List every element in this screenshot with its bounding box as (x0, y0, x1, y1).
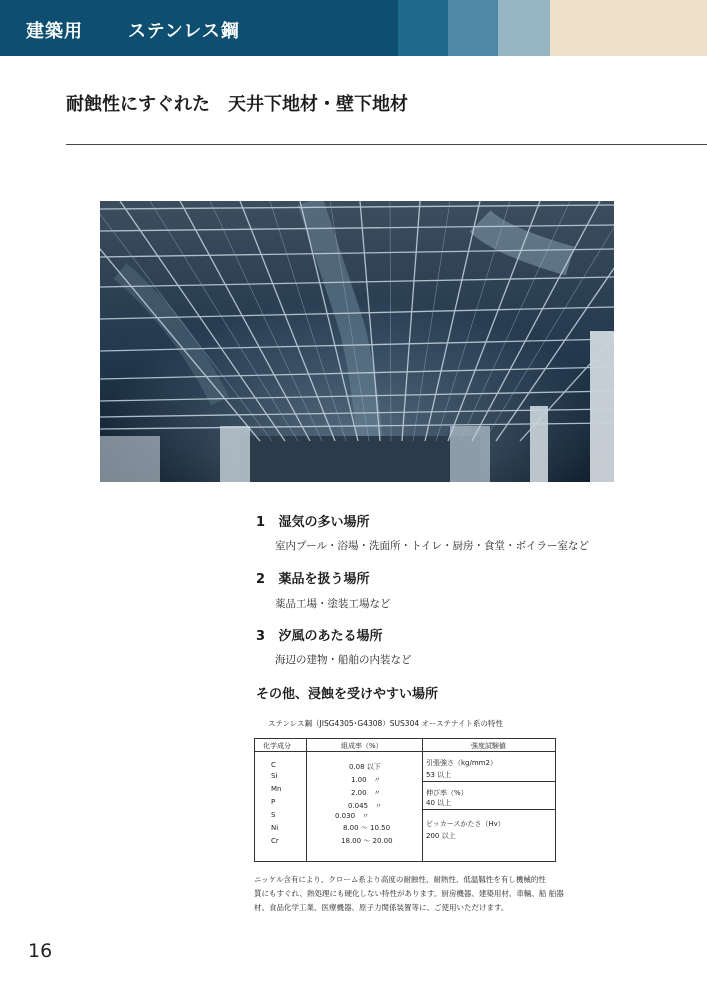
ceiling-frame-photo (100, 201, 614, 482)
table-caption: ステンレス鋼（JISG4305･G4308）SUS304 オーステナイト系の特性 (268, 719, 503, 728)
section-1-heading (256, 511, 370, 530)
test-label: 引張強さ（kg/mm2） (426, 759, 497, 767)
spec-table (254, 738, 556, 862)
section-3-description: 海辺の建物・船舶の内装など (275, 654, 412, 666)
header-material: ステンレス鋼 (128, 21, 240, 42)
composition-value: 0.045 〃 (348, 802, 383, 810)
section-3-heading (256, 625, 383, 644)
ceiling-frame-photo-graphic (100, 201, 614, 482)
test-label: 伸び率（%） (426, 789, 468, 797)
table-divider (423, 809, 555, 810)
section-2-heading (256, 568, 370, 587)
composition-value: 1.00 〃 (351, 776, 381, 784)
section-number: 3 (256, 629, 266, 644)
note-line: 質にもすぐれ、熱処理にも硬化しない特性があります。厨房機器、建築用材、車輛、船 舶器 (254, 889, 564, 898)
element-symbol: Ni (271, 824, 279, 832)
composition-value: 2.00 〃 (351, 789, 381, 797)
header-color-band (398, 0, 448, 56)
header-strength: 強度試験値 (471, 742, 506, 750)
note-line: 材、食品化学工業、医療機器、原子力関係装置等に、ご使用いただけます。 (254, 903, 509, 912)
composition-value: 0.030 〃 (335, 812, 370, 820)
element-symbol: S (271, 811, 276, 819)
composition-value: 18.00 ～ 20.00 (341, 837, 393, 845)
page-number: 16 (28, 940, 53, 962)
table-divider (422, 739, 423, 861)
section-title: 薬品を扱う場所 (278, 572, 370, 587)
element-symbol: P (271, 798, 276, 806)
section-title: 汐風のあたる場所 (278, 629, 383, 644)
element-symbol: Mn (271, 785, 282, 793)
header-color-band (448, 0, 498, 56)
section-number: 2 (256, 572, 266, 587)
composition-value: 0.08 以下 (349, 763, 381, 771)
header-band (0, 0, 707, 56)
test-value: 53 以上 (426, 771, 452, 779)
composition-value: 8.00 ～ 10.50 (343, 824, 391, 832)
element-symbol: C (271, 761, 276, 769)
table-divider (306, 739, 307, 861)
note-line: ニッケル含有により、クローム系より高度の耐蝕性、耐熱性、低温靱性を有し機械的性 (254, 875, 546, 884)
table-divider (255, 751, 555, 752)
test-value: 40 以上 (426, 799, 452, 807)
other-locations-heading: その他、浸蝕を受けやすい場所 (256, 687, 439, 702)
section-title: 湿気の多い場所 (278, 515, 370, 530)
header-category: 建築用 (26, 21, 83, 42)
title-divider (66, 144, 707, 145)
header-color-band (498, 0, 550, 56)
header-ratio: 組成率（%） (341, 742, 383, 750)
element-symbol: Si (271, 772, 278, 780)
page-title: 耐蝕性にすぐれた 天井下地材・壁下地材 (66, 94, 408, 115)
test-value: 200 以上 (426, 832, 456, 840)
element-symbol: Cr (271, 837, 279, 845)
section-1-description: 室内プール・浴場・洗面所・トイレ・厨房・食堂・ボイラー室など (275, 540, 589, 552)
header-chem: 化学成分 (263, 742, 291, 750)
header-color-band (550, 0, 707, 56)
table-divider (423, 781, 555, 782)
test-label: ビッカースかたさ（Hv） (426, 820, 505, 828)
section-2-description: 薬品工場・塗装工場など (275, 598, 391, 610)
section-number: 1 (256, 515, 266, 530)
